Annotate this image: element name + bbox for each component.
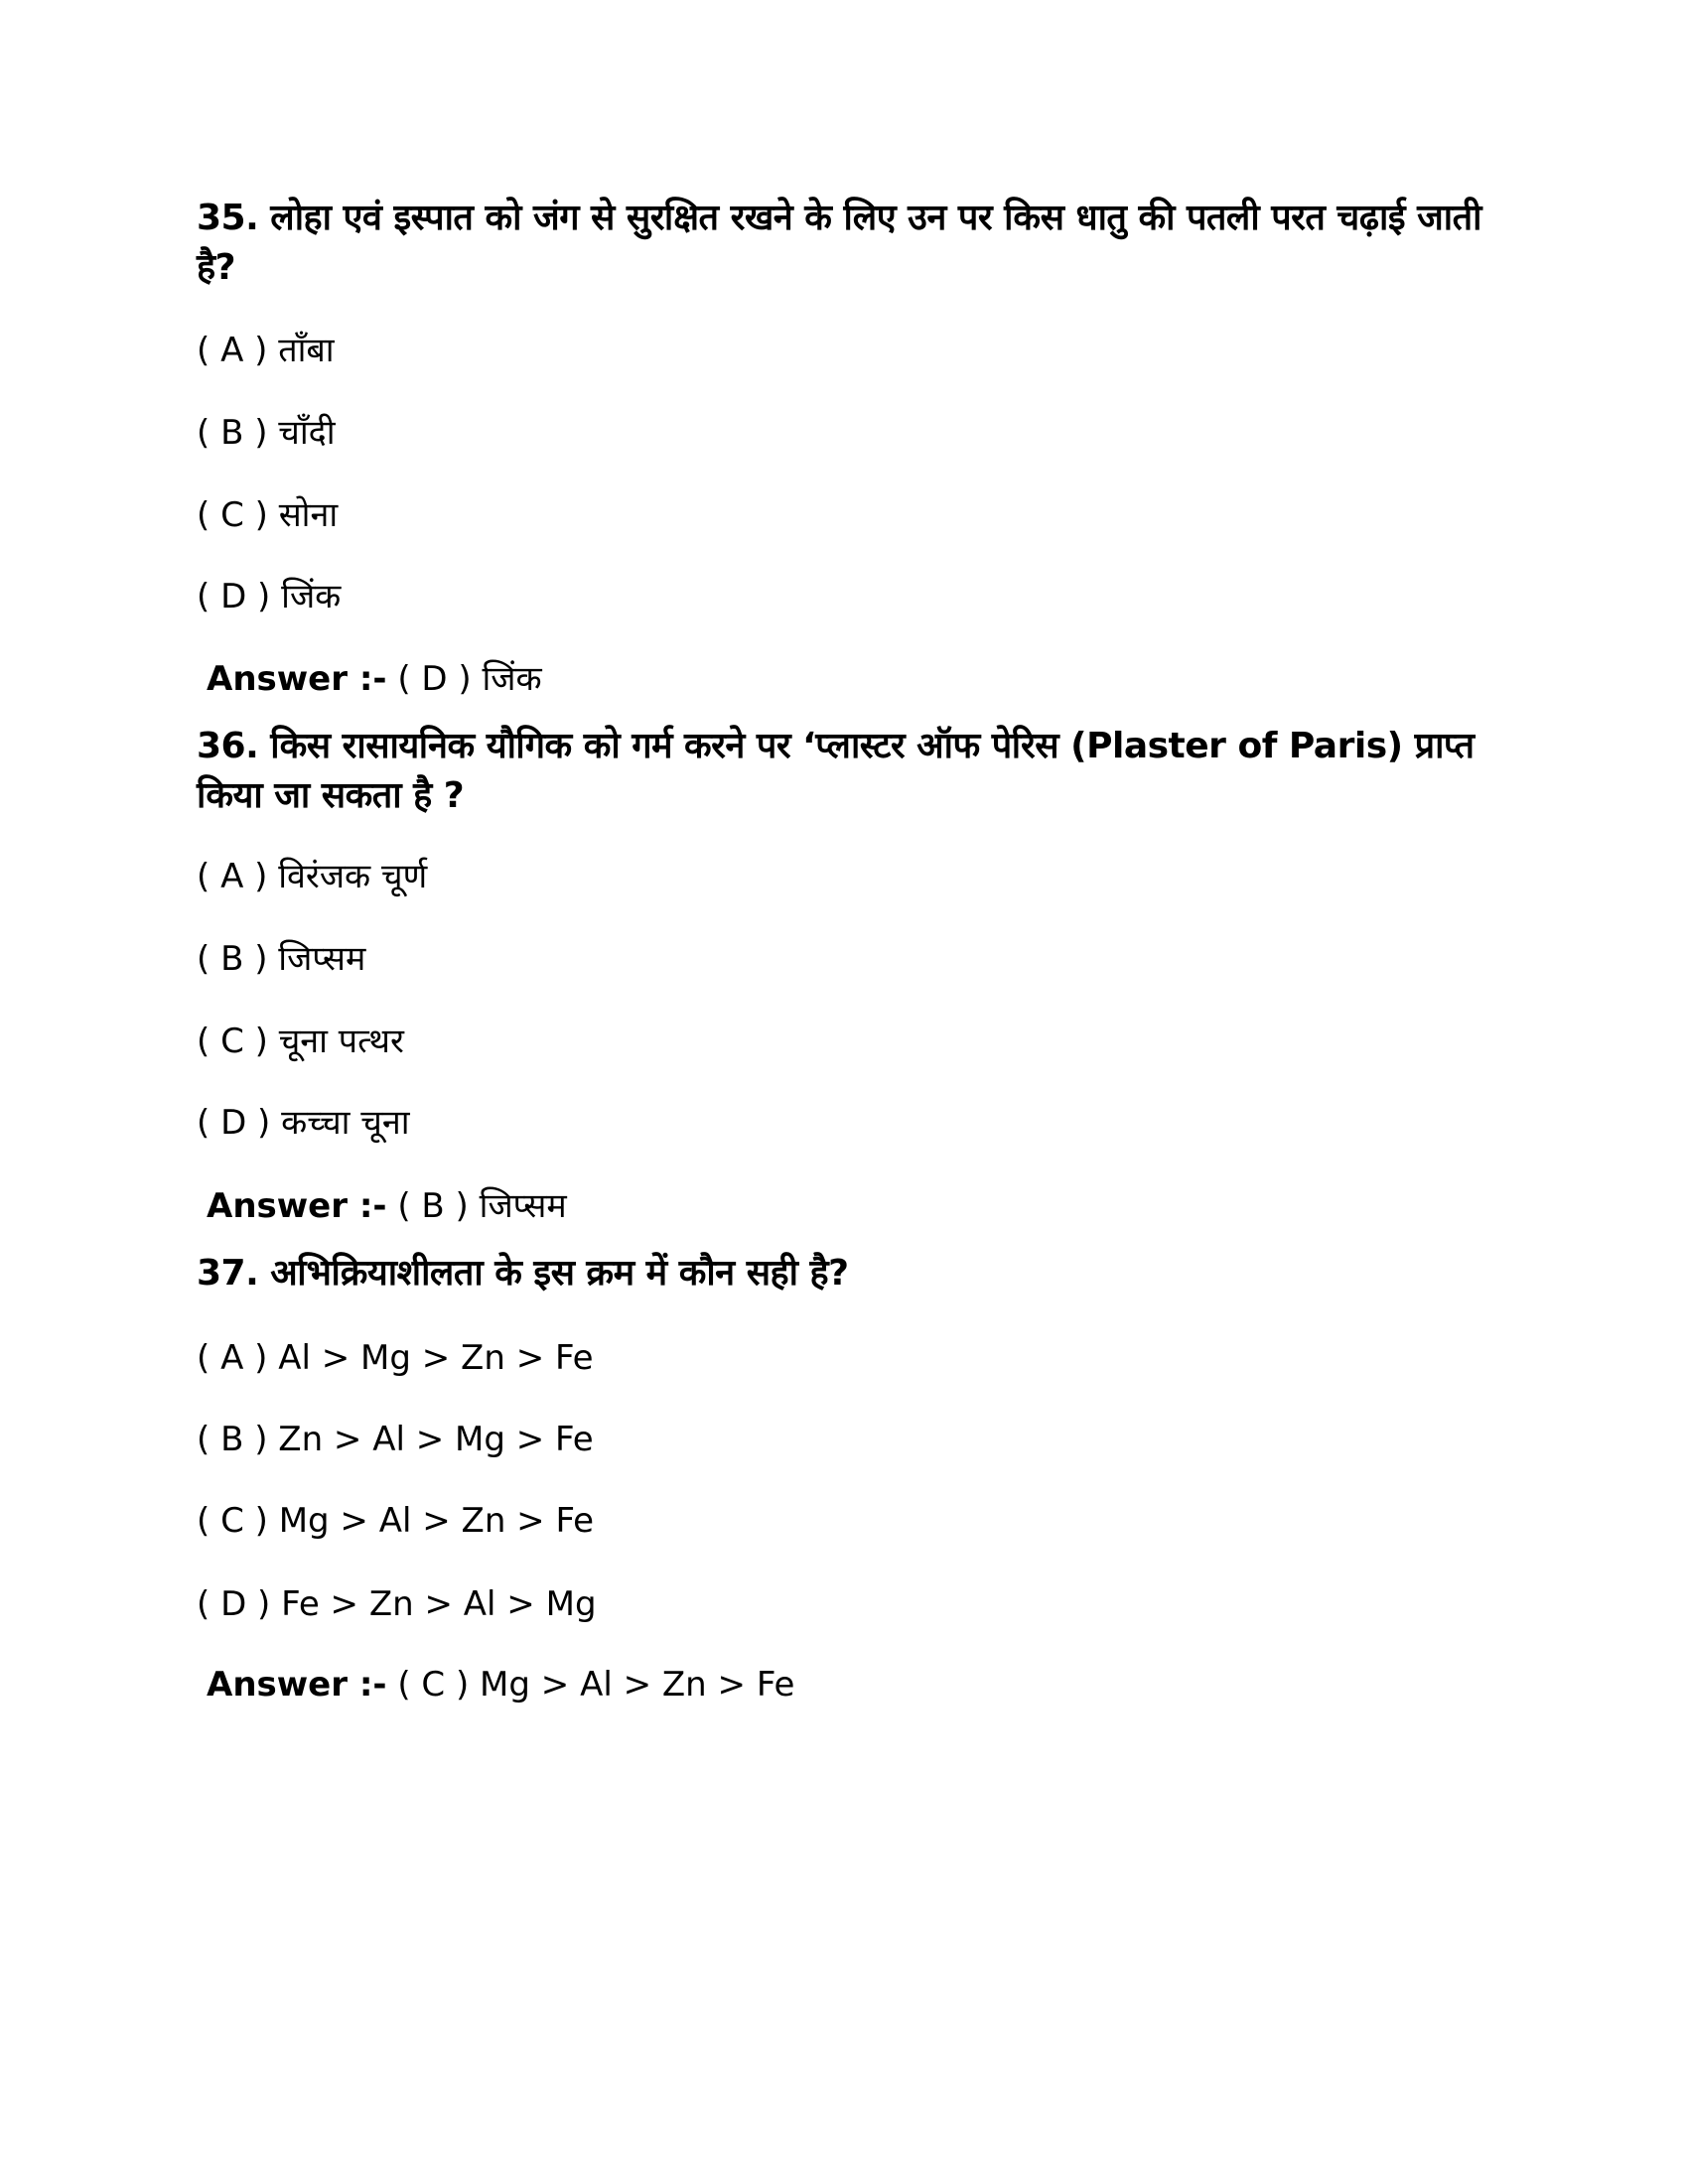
question-35-title: 35. लोहा एवं इस्पात को जंग से सुरक्षित रखने के लिए उन पर किस धातु की पतली परत चढ़ाई जाती है? bbox=[197, 198, 1481, 288]
answer-prefix: Answer :- bbox=[207, 1186, 387, 1226]
question-36-option-c: ( C ) चूना पत्थर bbox=[197, 1022, 404, 1061]
question-35-option-a: ( A ) ताँबा bbox=[197, 331, 335, 370]
question-37-option-d: ( D ) Fe > Zn > Al > Mg bbox=[197, 1584, 597, 1624]
answer-value: ( B ) जिप्सम bbox=[386, 1186, 567, 1226]
question-35-option-c: ( C ) सोना bbox=[197, 495, 339, 535]
question-35-answer bbox=[207, 657, 542, 701]
question-37-option-c: ( C ) Mg > Al > Zn > Fe bbox=[197, 1501, 595, 1541]
question-37-option-a: ( A ) Al > Mg > Zn > Fe bbox=[197, 1338, 594, 1378]
question-37-answer bbox=[207, 1663, 794, 1706]
answer-prefix: Answer :- bbox=[207, 659, 387, 699]
answer-value: ( D ) जिंक bbox=[386, 659, 542, 699]
answer-value: ( C ) Mg > Al > Zn > Fe bbox=[386, 1665, 795, 1705]
question-36-title: 36. किस रासायनिक यौगिक को गर्म करने पर ‘प्लास्टर ऑफ पेरिस (Plaster of Paris) प्राप्त किया जा सकता है ? bbox=[197, 726, 1475, 816]
question-35-option-b: ( B ) चाँदी bbox=[197, 413, 336, 453]
question-36-option-d: ( D ) कच्चा चूना bbox=[197, 1103, 410, 1143]
question-36-answer bbox=[207, 1184, 567, 1228]
question-37-title: 37. अभिक्रियाशीलता के इस क्रम में कौन सही है? bbox=[197, 1253, 849, 1294]
question-37-option-b: ( B ) Zn > Al > Mg > Fe bbox=[197, 1420, 594, 1459]
question-36-option-b: ( B ) जिप्सम bbox=[197, 939, 366, 979]
question-36-option-a: ( A ) विरंजक चूर्ण bbox=[197, 857, 428, 896]
answer-prefix: Answer :- bbox=[207, 1665, 387, 1705]
question-35-option-d: ( D ) जिंक bbox=[197, 577, 342, 616]
